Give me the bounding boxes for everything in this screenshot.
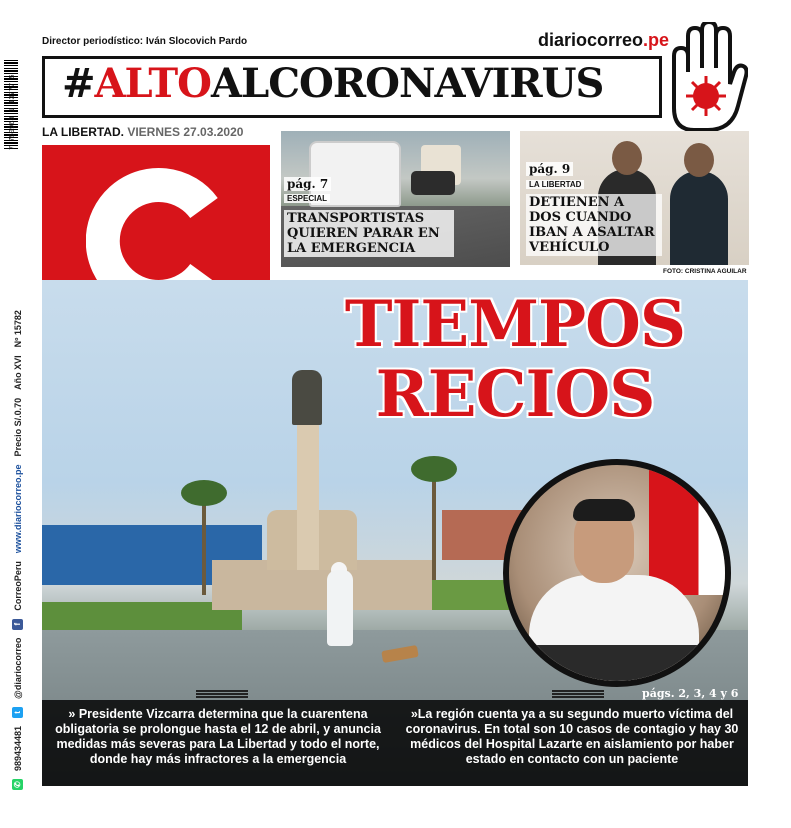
twitter-icon: t xyxy=(12,707,23,718)
site-main: diariocorreo xyxy=(538,30,644,50)
hashtag xyxy=(62,60,603,107)
site-name xyxy=(538,30,669,51)
main-headline xyxy=(300,287,730,432)
headline-line-2: RECIOS xyxy=(375,357,655,432)
whatsapp-number: 989434481 xyxy=(12,725,23,771)
teaser-2-title: DETIENEN A DOS CUANDO IBAN A ASALTAR VEHÍCULO xyxy=(526,194,662,256)
president-portrait xyxy=(503,459,731,687)
issue-number: Nº 15782 xyxy=(12,310,23,348)
caption-rule-left xyxy=(196,690,248,699)
teaser-1-section: ESPECIAL xyxy=(284,194,330,203)
caption-rule-right xyxy=(552,690,604,699)
teaser-2-page: pág. 9 xyxy=(526,162,573,176)
region: LA LIBERTAD. xyxy=(42,125,124,139)
caption-right: »La región cuenta ya a su segundo muerto víctima del coronavirus. En total son 10 casos de contagio y hay 30 médicos del Hospital Lazarte en aislamiento por haber estado en contacto con un paciente xyxy=(405,707,739,766)
teaser-1-page: pág. 7 xyxy=(284,177,331,191)
year: Año XVI xyxy=(12,355,23,390)
barcode-number: 7 750968 1 13777 5 xyxy=(9,74,17,150)
teaser-2-section: LA LIBERTAD xyxy=(526,180,584,189)
price: Precio S/.0.70 xyxy=(12,397,23,457)
hashtag-red: ALTO xyxy=(94,60,212,107)
hashtag-black: ALCORONAVIRUS xyxy=(211,60,604,107)
edition-date xyxy=(42,125,243,139)
whatsapp-icon: ✆ xyxy=(12,779,23,790)
teaser-1-title: TRANSPORTISTAS QUIEREN PARAR EN LA EMERGENCIA xyxy=(284,210,454,257)
facebook-handle: CorreoPeru xyxy=(12,561,23,611)
date-text: VIERNES 27.03.2020 xyxy=(127,125,244,139)
side-info xyxy=(12,310,23,790)
web-url: www.diariocorreo.pe xyxy=(12,464,23,554)
headline-line-1: TIEMPOS xyxy=(344,287,686,362)
pages-reference: págs. 2, 3, 4 y 6 xyxy=(642,687,739,700)
caption-left: » Presidente Vizcarra determina que la cuarentena obligatoria se prolongue hasta el 12 de abril, y anuncia medidas más severas para La Libertad y todo el norte, donde hay más infractores a la emergencia xyxy=(55,707,381,766)
site-suffix: .pe xyxy=(643,30,670,50)
facebook-icon: f xyxy=(12,619,23,630)
hashtag-prefix: # xyxy=(62,60,95,107)
twitter-handle: @diariocorreo xyxy=(12,637,23,699)
stop-hand-virus-icon xyxy=(664,22,748,134)
photo-credit: FOTO: CRISTINA AGUILAR xyxy=(663,268,747,275)
director-credit: Director periodístico: Iván Slocovich Pardo xyxy=(42,36,248,47)
